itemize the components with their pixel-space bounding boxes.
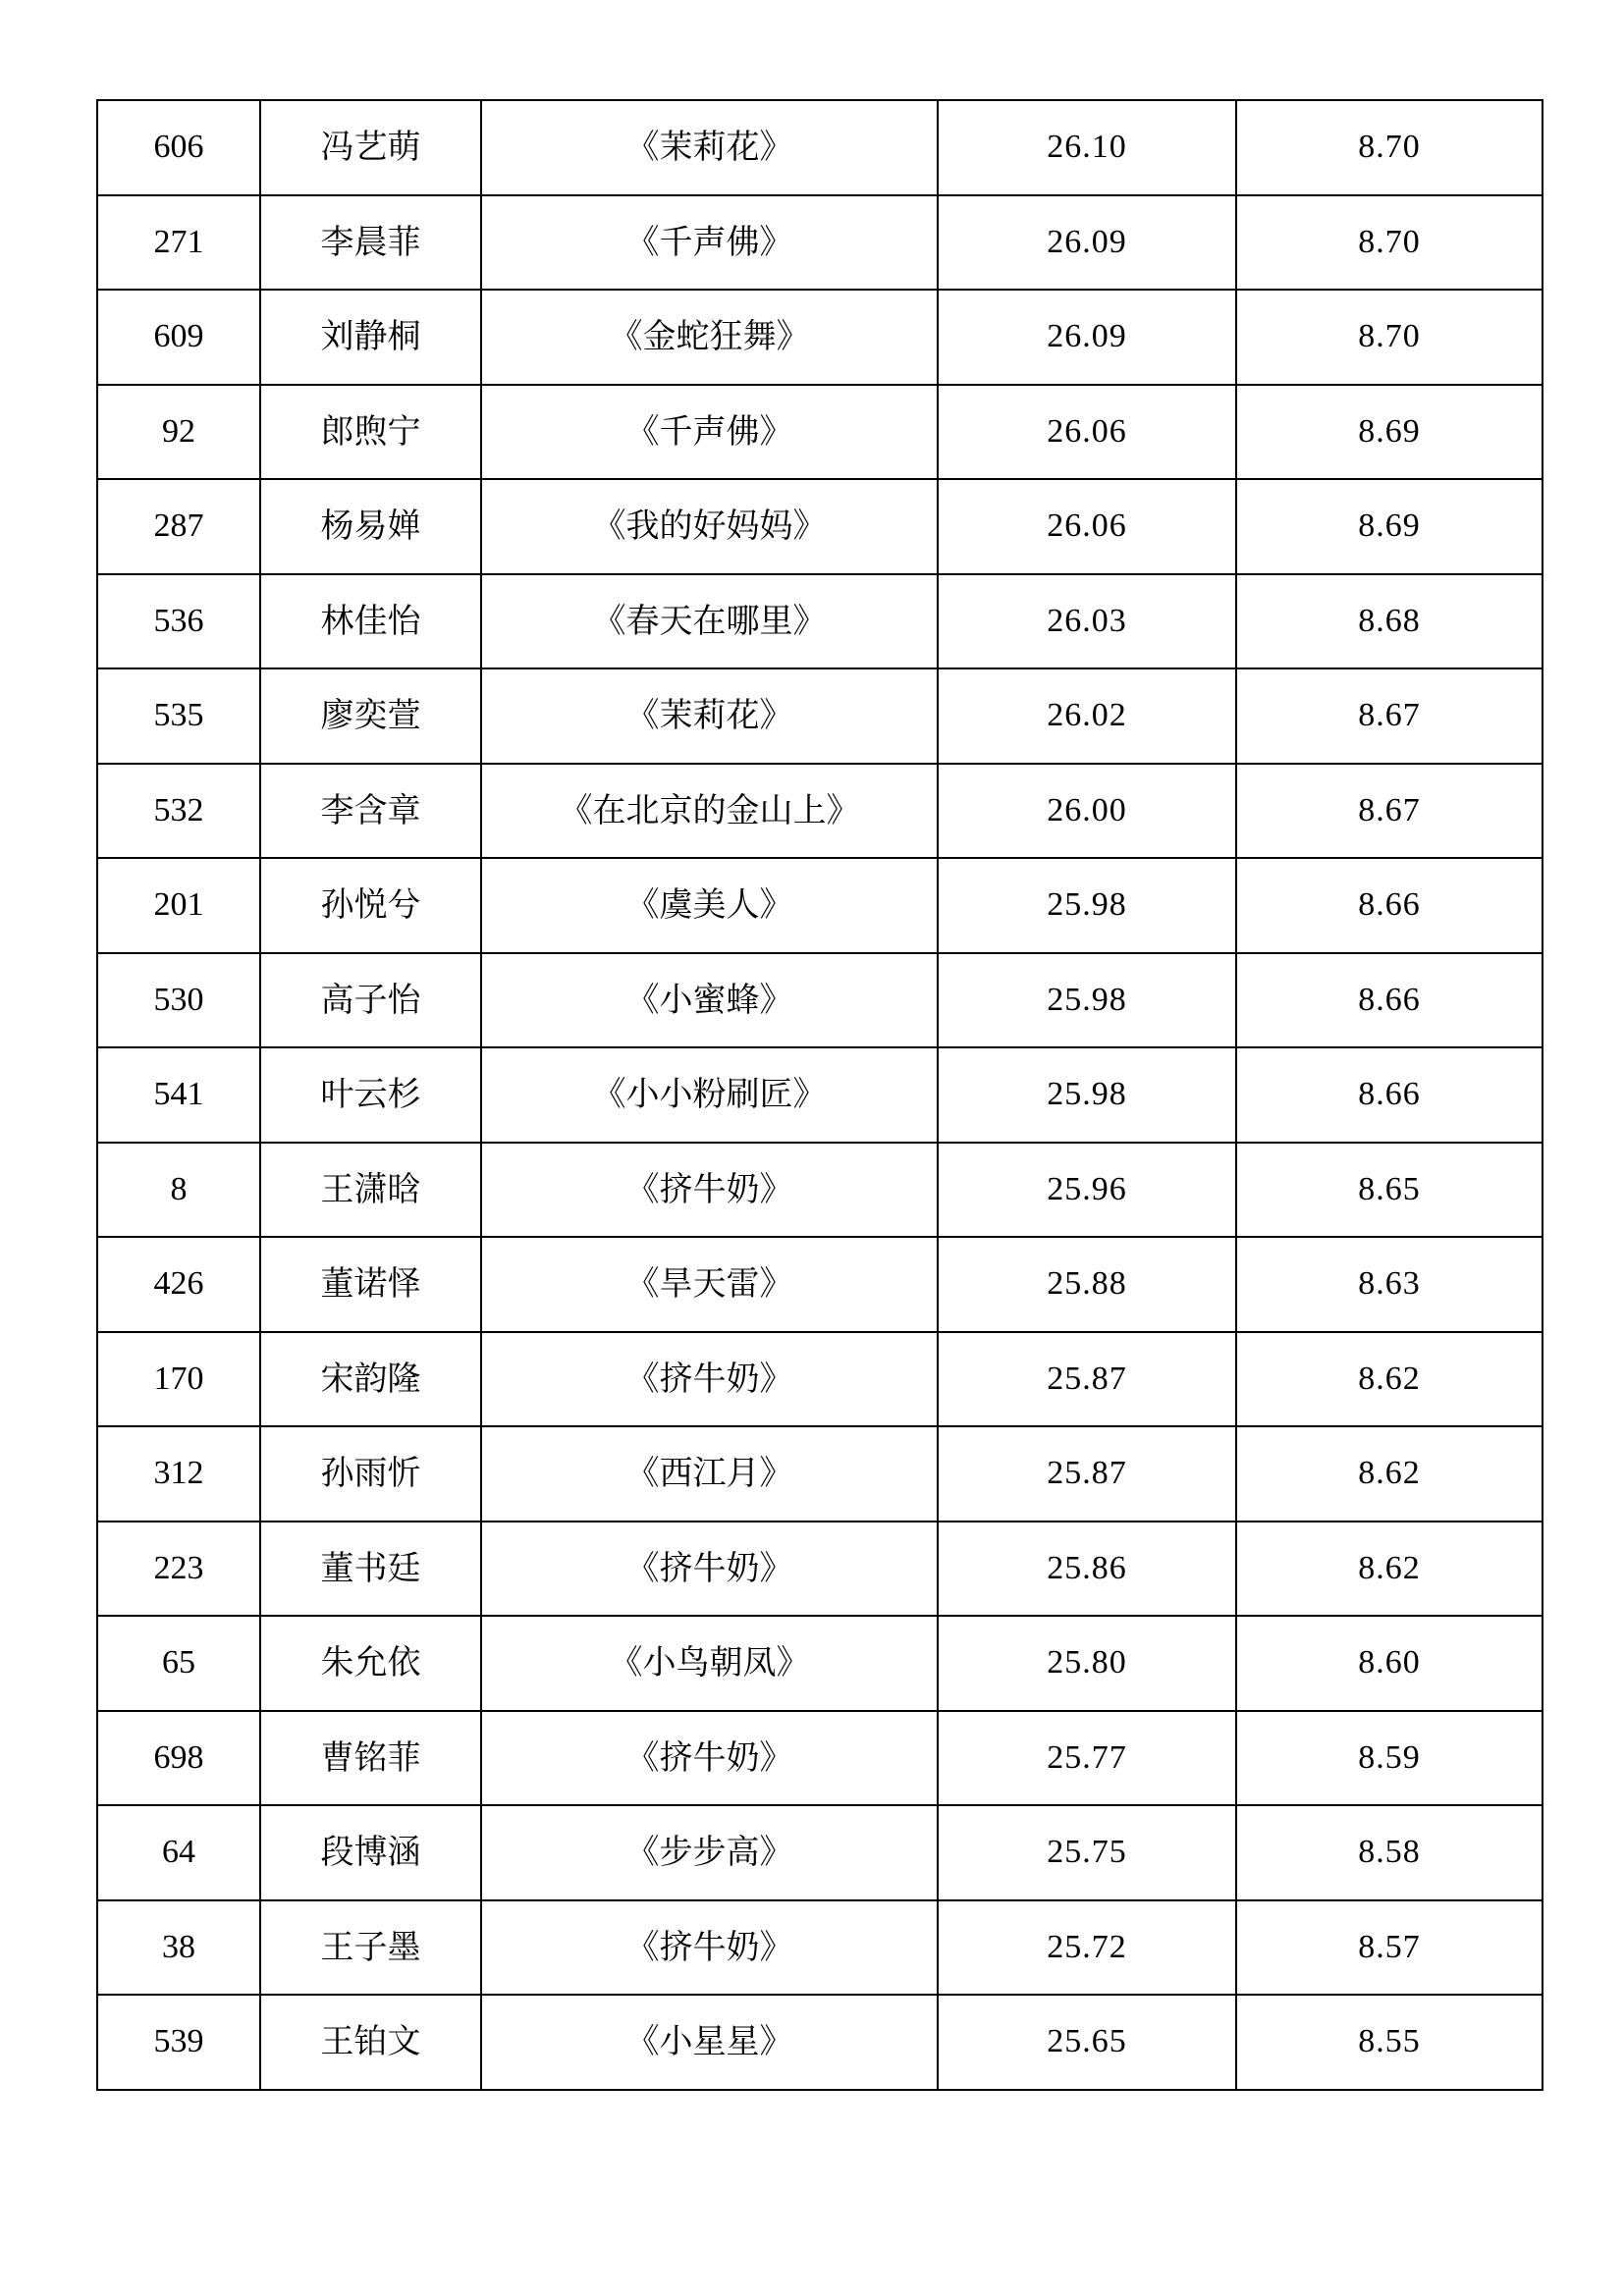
table-row — [97, 1711, 1543, 1806]
total-score-cell: 26.10 — [938, 100, 1236, 195]
piece-cell: 《茉莉花》 — [481, 100, 938, 195]
name-cell: 刘静桐 — [260, 290, 481, 385]
name-cell: 冯艺萌 — [260, 100, 481, 195]
piece-cell: 《在北京的金山上》 — [481, 764, 938, 859]
entry-number-cell: 271 — [97, 195, 260, 291]
name-cell: 叶云杉 — [260, 1047, 481, 1143]
entry-number-cell: 38 — [97, 1900, 260, 1996]
entry-number-cell: 535 — [97, 668, 260, 764]
total-score-cell: 25.75 — [938, 1805, 1236, 1900]
name-cell: 王子墨 — [260, 1900, 481, 1996]
piece-cell: 《挤牛奶》 — [481, 1711, 938, 1806]
entry-number-cell: 532 — [97, 764, 260, 859]
average-score-cell: 8.70 — [1236, 195, 1543, 291]
piece-cell: 《千声佛》 — [481, 195, 938, 291]
table-row — [97, 858, 1543, 953]
total-score-cell: 25.72 — [938, 1900, 1236, 1996]
piece-cell: 《虞美人》 — [481, 858, 938, 953]
table-row — [97, 1143, 1543, 1238]
name-cell: 高子怡 — [260, 953, 481, 1048]
total-score-cell: 26.02 — [938, 668, 1236, 764]
average-score-cell: 8.62 — [1236, 1332, 1543, 1427]
total-score-cell: 25.88 — [938, 1237, 1236, 1332]
name-cell: 段博涵 — [260, 1805, 481, 1900]
piece-cell: 《金蛇狂舞》 — [481, 290, 938, 385]
entry-number-cell: 201 — [97, 858, 260, 953]
entry-number-cell: 530 — [97, 953, 260, 1048]
entry-number-cell: 536 — [97, 574, 260, 669]
table-row — [97, 1995, 1543, 2090]
piece-cell: 《小蜜蜂》 — [481, 953, 938, 1048]
total-score-cell: 25.80 — [938, 1616, 1236, 1711]
average-score-cell: 8.70 — [1236, 100, 1543, 195]
piece-cell: 《挤牛奶》 — [481, 1332, 938, 1427]
average-score-cell: 8.67 — [1236, 668, 1543, 764]
table-row — [97, 195, 1543, 291]
average-score-cell: 8.66 — [1236, 1047, 1543, 1143]
total-score-cell: 25.65 — [938, 1995, 1236, 2090]
entry-number-cell: 426 — [97, 1237, 260, 1332]
average-score-cell: 8.68 — [1236, 574, 1543, 669]
piece-cell: 《我的好妈妈》 — [481, 479, 938, 574]
table-row — [97, 479, 1543, 574]
piece-cell: 《小小粉刷匠》 — [481, 1047, 938, 1143]
piece-cell: 《春天在哪里》 — [481, 574, 938, 669]
average-score-cell: 8.59 — [1236, 1711, 1543, 1806]
results-table — [96, 99, 1543, 2091]
table-row — [97, 1237, 1543, 1332]
name-cell: 王铂文 — [260, 1995, 481, 2090]
total-score-cell: 25.87 — [938, 1332, 1236, 1427]
piece-cell: 《茉莉花》 — [481, 668, 938, 764]
table-row — [97, 1047, 1543, 1143]
entry-number-cell: 539 — [97, 1995, 260, 2090]
average-score-cell: 8.65 — [1236, 1143, 1543, 1238]
table-row — [97, 385, 1543, 480]
entry-number-cell: 223 — [97, 1522, 260, 1617]
entry-number-cell: 312 — [97, 1426, 260, 1522]
piece-cell: 《千声佛》 — [481, 385, 938, 480]
name-cell: 朱允依 — [260, 1616, 481, 1711]
average-score-cell: 8.69 — [1236, 385, 1543, 480]
total-score-cell: 26.06 — [938, 385, 1236, 480]
piece-cell: 《挤牛奶》 — [481, 1522, 938, 1617]
table-row — [97, 290, 1543, 385]
average-score-cell: 8.66 — [1236, 953, 1543, 1048]
entry-number-cell: 65 — [97, 1616, 260, 1711]
entry-number-cell: 287 — [97, 479, 260, 574]
piece-cell: 《旱天雷》 — [481, 1237, 938, 1332]
average-score-cell: 8.66 — [1236, 858, 1543, 953]
table-row — [97, 574, 1543, 669]
name-cell: 李晨菲 — [260, 195, 481, 291]
table-row — [97, 1426, 1543, 1522]
name-cell: 董诺怿 — [260, 1237, 481, 1332]
entry-number-cell: 541 — [97, 1047, 260, 1143]
total-score-cell: 26.06 — [938, 479, 1236, 574]
table-row — [97, 1900, 1543, 1996]
average-score-cell: 8.63 — [1236, 1237, 1543, 1332]
piece-cell: 《小星星》 — [481, 1995, 938, 2090]
table-row — [97, 668, 1543, 764]
piece-cell: 《挤牛奶》 — [481, 1143, 938, 1238]
total-score-cell: 26.09 — [938, 290, 1236, 385]
average-score-cell: 8.69 — [1236, 479, 1543, 574]
entry-number-cell: 8 — [97, 1143, 260, 1238]
entry-number-cell: 606 — [97, 100, 260, 195]
piece-cell: 《西江月》 — [481, 1426, 938, 1522]
total-score-cell: 26.09 — [938, 195, 1236, 291]
piece-cell: 《挤牛奶》 — [481, 1900, 938, 1996]
total-score-cell: 25.86 — [938, 1522, 1236, 1617]
name-cell: 曹铭菲 — [260, 1711, 481, 1806]
name-cell: 孙悦兮 — [260, 858, 481, 953]
total-score-cell: 26.00 — [938, 764, 1236, 859]
name-cell: 宋韵隆 — [260, 1332, 481, 1427]
results-table-body — [97, 100, 1543, 2090]
name-cell: 李含章 — [260, 764, 481, 859]
total-score-cell: 26.03 — [938, 574, 1236, 669]
name-cell: 郎煦宁 — [260, 385, 481, 480]
table-row — [97, 1616, 1543, 1711]
table-row — [97, 953, 1543, 1048]
average-score-cell: 8.67 — [1236, 764, 1543, 859]
average-score-cell: 8.62 — [1236, 1426, 1543, 1522]
table-row — [97, 1522, 1543, 1617]
total-score-cell: 25.98 — [938, 1047, 1236, 1143]
average-score-cell: 8.70 — [1236, 290, 1543, 385]
name-cell: 廖奕萱 — [260, 668, 481, 764]
name-cell: 董书廷 — [260, 1522, 481, 1617]
average-score-cell: 8.57 — [1236, 1900, 1543, 1996]
total-score-cell: 25.98 — [938, 953, 1236, 1048]
table-row — [97, 764, 1543, 859]
average-score-cell: 8.60 — [1236, 1616, 1543, 1711]
entry-number-cell: 698 — [97, 1711, 260, 1806]
entry-number-cell: 609 — [97, 290, 260, 385]
entry-number-cell: 170 — [97, 1332, 260, 1427]
total-score-cell: 25.96 — [938, 1143, 1236, 1238]
entry-number-cell: 92 — [97, 385, 260, 480]
piece-cell: 《小鸟朝凤》 — [481, 1616, 938, 1711]
average-score-cell: 8.55 — [1236, 1995, 1543, 2090]
table-row — [97, 1805, 1543, 1900]
table-row — [97, 1332, 1543, 1427]
total-score-cell: 25.87 — [938, 1426, 1236, 1522]
table-row — [97, 100, 1543, 195]
total-score-cell: 25.77 — [938, 1711, 1236, 1806]
name-cell: 孙雨忻 — [260, 1426, 481, 1522]
name-cell: 杨易婵 — [260, 479, 481, 574]
average-score-cell: 8.58 — [1236, 1805, 1543, 1900]
average-score-cell: 8.62 — [1236, 1522, 1543, 1617]
entry-number-cell: 64 — [97, 1805, 260, 1900]
piece-cell: 《步步高》 — [481, 1805, 938, 1900]
name-cell: 王潇晗 — [260, 1143, 481, 1238]
name-cell: 林佳怡 — [260, 574, 481, 669]
total-score-cell: 25.98 — [938, 858, 1236, 953]
